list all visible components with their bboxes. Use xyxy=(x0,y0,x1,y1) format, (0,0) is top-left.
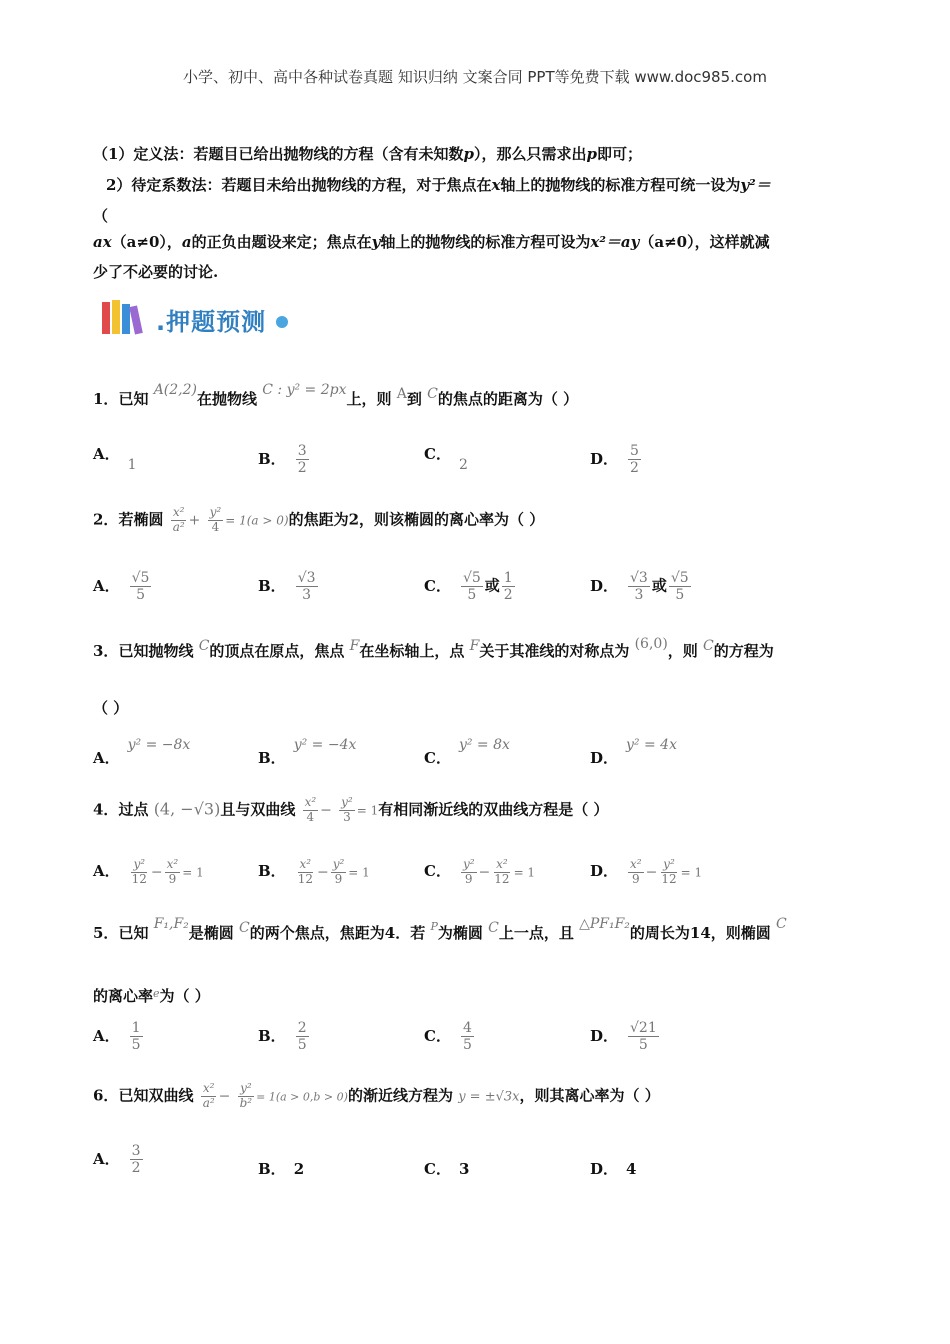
question-3-paren: （ ） xyxy=(93,699,129,717)
q5-option-a[interactable]: A． $\frac{1}{5}$ xyxy=(93,1020,141,1054)
question-6: 6．已知双曲线 $\frac{\text{x²}}{\text{a²}}$ − $\frac{\text{y²}}{\text{b²}}$ = 1(a > 0,b > 0)的渐近线方程为 y = ±√3x，则其离心率为（ ） xyxy=(93,1081,660,1110)
q6-option-b[interactable]: B． 2 xyxy=(258,1160,305,1178)
q1-option-b[interactable]: B． $\frac{3}{2}$ xyxy=(258,443,307,477)
q1-option-d[interactable]: D． $\frac{5}{2}$ xyxy=(590,443,639,477)
question-3: 3．已知抛物线 C的顶点在原点，焦点 F在坐标轴上，点 F关于其准线的对称点为 (6,0)，则 C的方程为 xyxy=(93,636,774,660)
section-banner xyxy=(100,296,300,340)
q2-option-d[interactable]: D． $\frac{√3}{3}$ 或 $\frac{√5}{5}$ xyxy=(590,570,689,604)
q3-option-c[interactable]: C．y² = 8x xyxy=(424,737,510,767)
q2-option-b[interactable]: B． $\frac{√3}{3}$ xyxy=(258,570,316,604)
q3-option-d[interactable]: D．y² = 4x xyxy=(590,737,677,767)
q4-option-d[interactable]: D． $\frac{\text{x²}}{9}$ − $\frac{\text{y²}}{12}$ = 1 xyxy=(590,857,703,886)
q3-option-b[interactable]: B．y² = −4x xyxy=(258,737,357,767)
question-5-cont: 的离心率$^e$为（ ） xyxy=(93,987,210,1005)
banner-dot-icon xyxy=(276,316,288,328)
q4-option-c[interactable]: C． $\frac{\text{y²}}{9}$ − $\frac{\text{x²}}{12}$ = 1 xyxy=(424,857,536,886)
q5-option-d[interactable]: D． $\frac{√21}{5}$ xyxy=(590,1020,657,1054)
q1-option-a[interactable]: A．1 xyxy=(93,445,137,473)
intro-line-3: （ xyxy=(93,207,109,225)
q1-option-c[interactable]: C．2 xyxy=(424,445,468,473)
intro-line-1: （1）定义法：若题目已给出抛物线的方程（含有未知数p），那么只需求出p即可； xyxy=(93,145,642,163)
q6-option-a[interactable]: A． $\frac{3}{2}$ xyxy=(93,1143,141,1177)
q5-option-c[interactable]: C． $\frac{4}{5}$ xyxy=(424,1020,472,1054)
intro-line-4: ax（a≠0），a的正负由题设来定；焦点在y轴上的抛物线的标准方程可设为x²＝ay（a≠0），这样就减 xyxy=(93,233,770,251)
intro-line-5: 少了不必要的讨论. xyxy=(93,263,219,281)
q3-option-a[interactable]: A．y² = −8x xyxy=(93,737,191,767)
q6-option-c[interactable]: C． 3 xyxy=(424,1160,470,1178)
q2-option-c[interactable]: C． $\frac{√5}{5}$ 或 $\frac{1}{2}$ xyxy=(424,570,513,604)
intro-line-2: 2）待定系数法：若题目未给出抛物线的方程，对于焦点在x轴上的抛物线的标准方程可统一设为y²＝ xyxy=(106,176,771,194)
books-icon xyxy=(100,296,156,340)
question-4: 4．过点 (4, −√3)且与双曲线 $\frac{\text{x²}}{4}$ − $\frac{\text{y²}}{3}$ = 1有相同渐近线的双曲线方程是（ ） xyxy=(93,795,609,824)
question-2: 2．若椭圆 $\frac{\text{x²}}{\text{a²}}$ + $\frac{\text{y²}}{4}$ = 1(a > 0)的焦距为2，则该椭圆的离心率为（ ） xyxy=(93,505,545,534)
question-1: 1．已知 A(2,2)在抛物线 C : y² = 2px上，则 A到 C的焦点的距离为（ ） xyxy=(93,382,579,408)
q6-option-d[interactable]: D． 4 xyxy=(590,1160,637,1178)
q4-option-a[interactable]: A． $\frac{\text{y²}}{12}$ − $\frac{\text{x²}}{9}$ = 1 xyxy=(93,857,204,886)
banner-title: .押题预测 xyxy=(156,308,267,336)
q2-option-a[interactable]: A． $\frac{√5}{5}$ xyxy=(93,570,150,604)
q5-option-b[interactable]: B． $\frac{2}{5}$ xyxy=(258,1020,307,1054)
question-5: 5．已知 F₁,F₂是椭圆 C的两个焦点，焦距为4．若 $^P$为椭圆 C上一点，且 △PF₁F₂的周长为14，则椭圆 C xyxy=(93,916,787,942)
header-watermark: 小学、初中、高中各种试卷真题 知识归纳 文案合同 PPT等免费下载 www.doc985.com xyxy=(183,68,767,86)
q4-option-b[interactable]: B． $\frac{\text{x²}}{12}$ − $\frac{\text{y²}}{9}$ = 1 xyxy=(258,857,370,886)
